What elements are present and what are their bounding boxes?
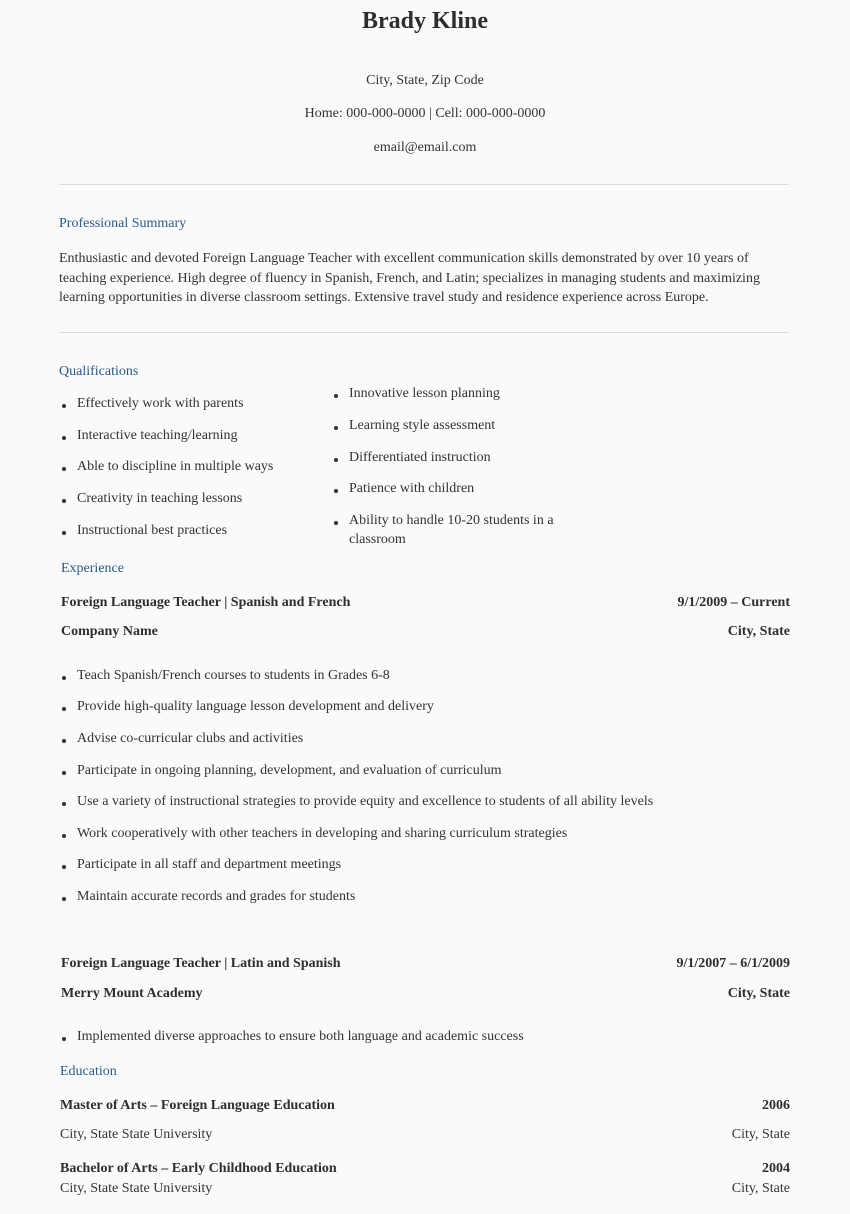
job-bullet: Provide high-quality language lesson development and delivery — [77, 699, 434, 714]
contact-email: email@email.com — [373, 140, 477, 155]
job-title: Foreign Language Teacher | Latin and Spanish — [61, 956, 341, 971]
summary-line: learning opportunities in diverse classroom settings. Extensive travel study and residence experience across Europe. — [59, 290, 709, 305]
job-bullet: Participate in all staff and department meetings — [77, 857, 342, 872]
job-dates: 9/1/2007 – 6/1/2009 — [676, 956, 790, 971]
job-bullet: Maintain accurate records and grades for students — [77, 889, 356, 904]
job-location: City, State — [727, 986, 790, 1001]
school-location: City, State — [731, 1181, 790, 1196]
qualification-item: Able to discipline in multiple ways — [77, 459, 274, 474]
summary-line: Enthusiastic and devoted Foreign Language Teacher with excellent communication skills demonstrated by over 10 years of — [59, 251, 749, 266]
job-dates: 9/1/2009 – Current — [677, 595, 790, 610]
school-name: City, State State University — [60, 1181, 213, 1196]
qualification-item: Creativity in teaching lessons — [77, 491, 243, 506]
education-heading: Education — [60, 1064, 117, 1079]
qualification-item: Instructional best practices — [77, 523, 228, 538]
degree-year: 2006 — [762, 1098, 790, 1113]
qualification-item-continued: classroom — [349, 532, 406, 547]
job-bullet: Teach Spanish/French courses to students in Grades 6-8 — [77, 668, 390, 683]
summary-heading: Professional Summary — [59, 216, 187, 231]
qualification-item: Ability to handle 10-20 students in a — [349, 513, 554, 528]
qualification-item: Interactive teaching/learning — [77, 428, 238, 443]
job-company: Merry Mount Academy — [61, 986, 203, 1001]
job-bullet: Participate in ongoing planning, development, and evaluation of curriculum — [77, 763, 502, 778]
qualification-item: Effectively work with parents — [77, 396, 244, 411]
job-title: Foreign Language Teacher | Spanish and French — [61, 595, 351, 610]
school-name: City, State State University — [60, 1127, 213, 1142]
qualification-item: Learning style assessment — [349, 418, 496, 433]
contact-address: City, State, Zip Code — [366, 73, 484, 88]
job-company: Company Name — [61, 624, 158, 639]
job-location: City, State — [727, 624, 790, 639]
job-bullet: Use a variety of instructional strategies to provide equity and excellence to students of all ability levels — [77, 794, 654, 809]
candidate-name: Brady Kline — [361, 8, 488, 34]
experience-heading: Experience — [61, 561, 124, 576]
degree-title: Bachelor of Arts – Early Childhood Education — [60, 1161, 337, 1176]
qualification-item: Innovative lesson planning — [349, 386, 500, 401]
contact-phones: Home: 000-000-0000 | Cell: 000-000-0000 — [304, 106, 546, 121]
qualification-item: Patience with children — [349, 481, 475, 496]
degree-year: 2004 — [762, 1161, 790, 1176]
divider — [59, 184, 789, 185]
summary-line: teaching experience. High degree of fluency in Spanish, French, and Latin; specializes in managing students and maximizing — [59, 270, 760, 286]
degree-title: Master of Arts – Foreign Language Education — [60, 1098, 335, 1113]
qualifications-heading: Qualifications — [59, 364, 139, 379]
school-location: City, State — [731, 1127, 790, 1142]
qualification-item: Differentiated instruction — [349, 450, 491, 465]
job-bullet: Work cooperatively with other teachers in developing and sharing curriculum strategies — [77, 826, 568, 841]
divider — [59, 332, 789, 333]
summary-text — [59, 249, 760, 308]
job-bullet: Implemented diverse approaches to ensure both language and academic success — [77, 1029, 524, 1044]
job-bullet: Advise co-curricular clubs and activities — [77, 731, 304, 746]
